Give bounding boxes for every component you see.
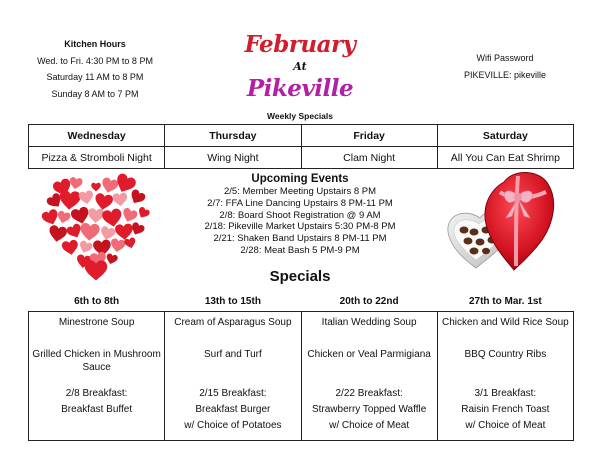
upcoming-events: [150, 172, 450, 257]
breakfast-cell: [165, 384, 301, 440]
kitchen-hours-line: Saturday 11 AM to 8 PM: [46, 72, 144, 82]
specials-table: [28, 292, 574, 441]
event-item: 2/7: FFA Line Dancing Upstairs 8 PM-11 PM: [207, 197, 393, 209]
table-row: [29, 125, 574, 147]
breakfast-cell: [301, 384, 437, 440]
wifi-title: Wifi Password: [476, 53, 534, 63]
title-at: At: [293, 60, 307, 73]
breakfast-cell: [437, 384, 573, 440]
event-item: 2/21: Shaken Band Upstairs 8 PM-11 PM: [213, 233, 387, 245]
title-february: February: [244, 31, 356, 58]
week-header: 27th to Mar. 1st: [468, 295, 542, 307]
day-header: Wednesday: [29, 125, 165, 147]
kitchen-hours-line: Wed. to Fri. 4:30 PM to 8 PM: [37, 55, 153, 66]
event-item: 2/28: Meat Bash 5 PM-9 PM: [240, 244, 360, 256]
weekly-special-cell: Wing Night: [165, 147, 301, 169]
weekly-special-cell: All You Can Eat Shrimp: [437, 147, 573, 169]
breakfast-date: 2/22 Breakfast:: [335, 388, 403, 399]
entree-cell: BBQ Country Ribs: [437, 348, 573, 384]
breakfast-side: w/ Choice of Potatoes: [184, 420, 282, 431]
weekly-special-cell: Clam Night: [301, 147, 437, 169]
breakfast-date: 2/15 Breakfast:: [199, 388, 267, 399]
table-row: [29, 348, 574, 384]
breakfast-item: Breakfast Burger: [195, 404, 271, 415]
breakfast-cell: [29, 384, 165, 440]
breakfast-item: Breakfast Buffet: [61, 404, 133, 415]
entree-cell: Chicken or Veal Parmigiana: [301, 348, 437, 384]
table-row: [29, 147, 574, 169]
soup-cell: Minestrone Soup: [29, 311, 165, 348]
breakfast-side: w/ Choice of Meat: [329, 420, 410, 431]
kitchen-hours-line: Sunday 8 AM to 7 PM: [51, 88, 139, 99]
soup-cell: Chicken and Wild Rice Soup: [437, 311, 573, 348]
weekly-special-cell: Pizza & Stromboli Night: [29, 147, 165, 169]
week-header: 6th to 8th: [74, 295, 120, 307]
week-header: 13th to 15th: [204, 295, 261, 307]
kitchen-hours: [30, 36, 160, 102]
hearts-cluster-icon: [40, 172, 152, 280]
events-title: Upcoming Events: [251, 173, 349, 185]
day-header: Thursday: [165, 125, 301, 147]
breakfast-date: 2/8 Breakfast:: [65, 388, 128, 399]
table-row: [29, 292, 574, 311]
soup-cell: Cream of Asparagus Soup: [165, 311, 301, 348]
day-header: Friday: [301, 125, 437, 147]
specials-title: Specials: [269, 268, 331, 285]
event-item: 2/5: Member Meeting Upstairs 8 PM: [223, 186, 377, 197]
breakfast-date: 3/1 Breakfast:: [474, 388, 537, 399]
wifi-info: [440, 50, 570, 83]
page-title: [200, 30, 400, 104]
breakfast-side: w/ Choice of Meat: [465, 420, 546, 431]
heart-chocolate-box-icon: [444, 170, 562, 272]
table-row: [29, 311, 574, 348]
kitchen-hours-title: Kitchen Hours: [64, 39, 126, 49]
entree-cell: Grilled Chicken in Mushroom Sauce: [29, 348, 165, 384]
wifi-password: PIKEVILLE: pikeville: [463, 69, 547, 80]
week-header: 20th to 22nd: [339, 295, 399, 307]
entree-cell: Surf and Turf: [165, 348, 301, 384]
weekly-specials-label: Weekly Specials: [267, 111, 333, 121]
weekly-specials-table: [28, 124, 574, 169]
table-row: [29, 384, 574, 440]
title-pikeville: Pikeville: [246, 75, 354, 102]
event-item: 2/18: Pikeville Market Upstairs 5:30 PM-8 PM: [204, 221, 396, 233]
breakfast-item: Strawberry Topped Waffle: [311, 404, 427, 415]
breakfast-item: Raisin French Toast: [461, 404, 550, 415]
event-item: 2/8: Board Shoot Registration @ 9 AM: [219, 209, 381, 221]
soup-cell: Italian Wedding Soup: [301, 311, 437, 348]
day-header: Saturday: [437, 125, 573, 147]
